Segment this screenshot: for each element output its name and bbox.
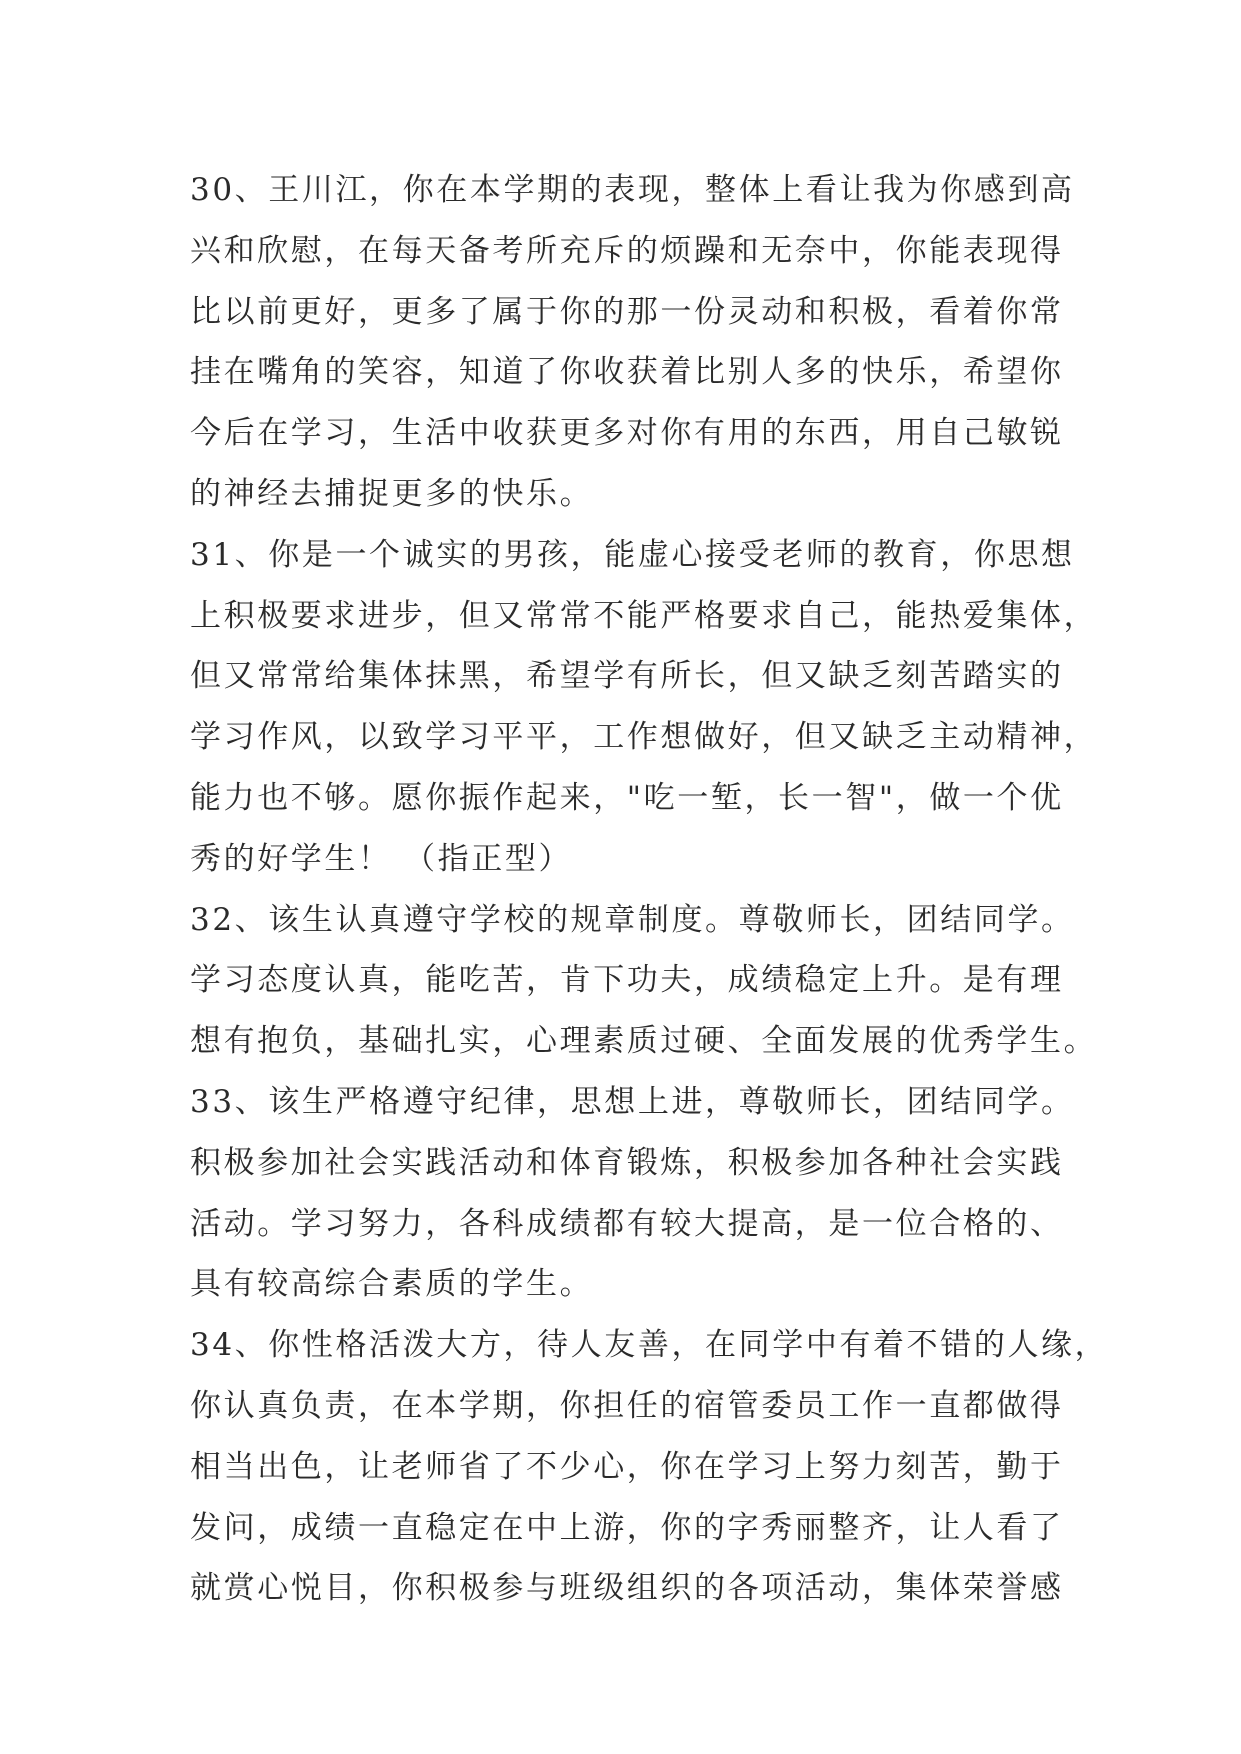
text-line: 但又常常给集体抹黑，希望学有所长，但又缺乏刻苦踏实的 xyxy=(190,658,1064,695)
text-line: 挂在嘴角的笑容，知道了你收获着比别人多的快乐，希望你 xyxy=(190,354,1064,391)
text-line: 31、你是一个诚实的男孩，能虚心接受老师的教育，你思想 xyxy=(190,536,1075,573)
text-line: 30、王川江，你在本学期的表现，整体上看让我为你感到高 xyxy=(190,172,1075,208)
text-line: 比以前更好，更多了属于你的那一份灵动和积极，看着你常 xyxy=(190,293,1064,330)
text-line: 33、该生严格遵守纪律，思想上进，尊敬师长，团结同学。 xyxy=(190,1083,1075,1120)
text-line: 上积极要求进步，但又常常不能严格要求自己，能热爱集体， xyxy=(190,597,1098,634)
document-body xyxy=(190,160,1109,1619)
text-line: 相当出色，让老师省了不少心，你在学习上努力刻苦，勤于 xyxy=(190,1448,1064,1485)
text-line: 32、该生认真遵守学校的规章制度。尊敬师长，团结同学。 xyxy=(190,901,1075,938)
text-line: 秀的好学生！ （指正型） xyxy=(190,840,573,877)
text-line: 就赏心悦目，你积极参与班级组织的各项活动，集体荣誉感 xyxy=(190,1570,1064,1607)
text-line: 学习态度认真，能吃苦，肯下功夫，成绩稳定上升。是有理 xyxy=(190,962,1064,999)
text-line: 积极参加社会实践活动和体育锻炼，积极参加各种社会实践 xyxy=(190,1144,1064,1181)
text-line: 想有抱负，基础扎实，心理素质过硬、全面发展的优秀学生。 xyxy=(190,1023,1098,1060)
text-line: 能力也不够。愿你振作起来，"吃一堑，长一智"，做一个优 xyxy=(190,779,1064,816)
text-line: 今后在学习，生活中收获更多对你有用的东西，用自己敏锐 xyxy=(190,415,1064,452)
text-line: 的神经去捕捉更多的快乐。 xyxy=(190,475,594,512)
text-line: 具有较高综合素质的学生。 xyxy=(190,1266,594,1303)
text-line: 学习作风，以致学习平平，工作想做好，但又缺乏主动精神， xyxy=(190,719,1098,756)
text-line: 活动。学习努力，各科成绩都有较大提高，是一位合格的、 xyxy=(190,1205,1064,1242)
text-line: 兴和欣慰，在每天备考所充斥的烦躁和无奈中，你能表现得 xyxy=(190,232,1064,269)
text-line: 你认真负责，在本学期，你担任的宿管委员工作一直都做得 xyxy=(190,1387,1064,1424)
text-line: 发问，成绩一直稳定在中上游，你的字秀丽整齐，让人看了 xyxy=(190,1509,1064,1546)
text-line: 34、你性格活泼大方，待人友善，在同学中有着不错的人缘， xyxy=(190,1327,1109,1364)
